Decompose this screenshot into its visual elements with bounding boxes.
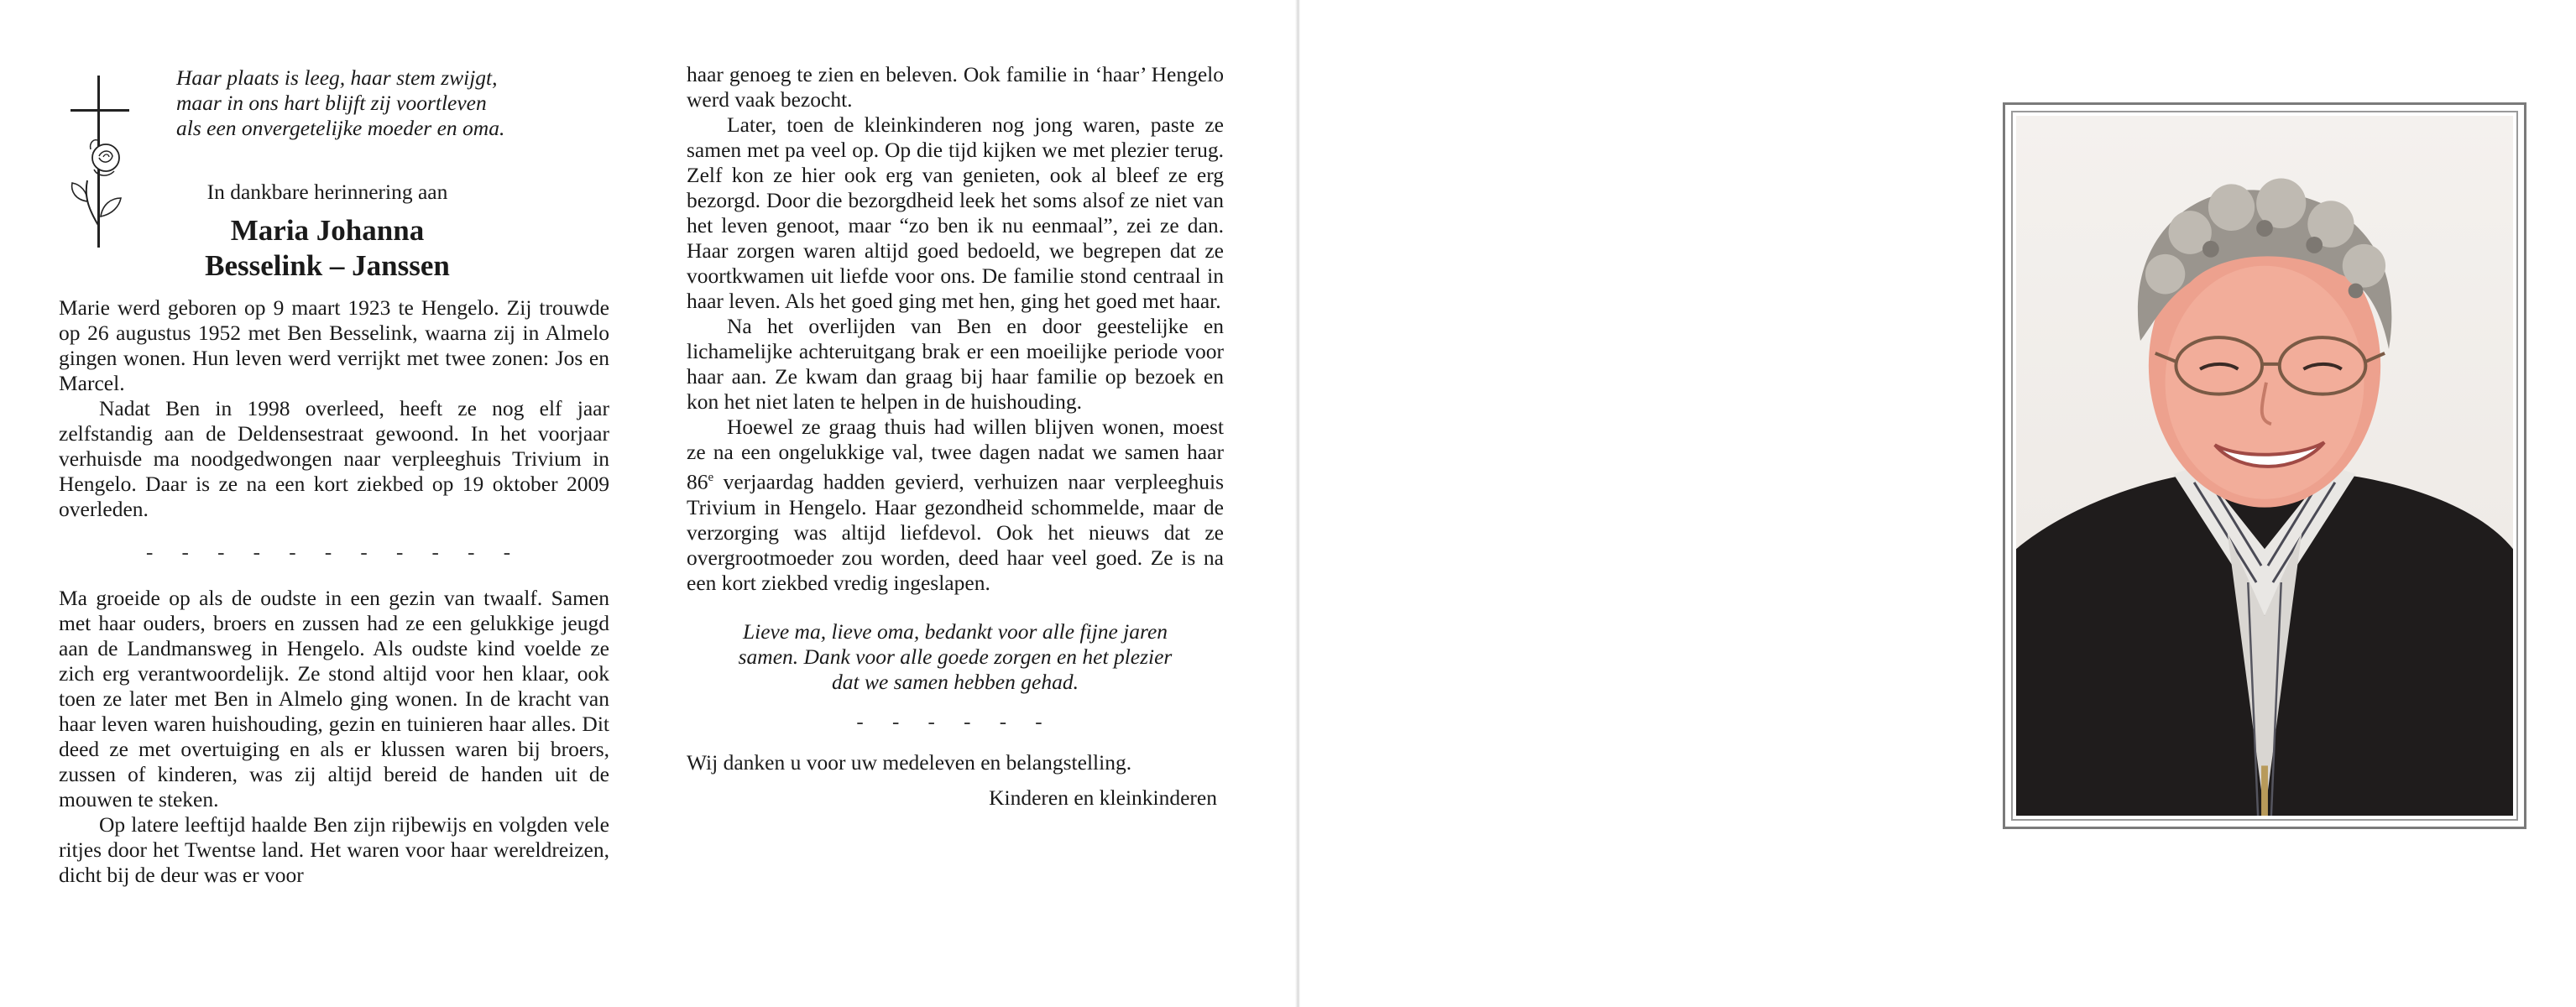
paragraph-part: Hoewel ze graag thuis had willen blijven wonen, moest ze na een ongelukkige val, twee dagen nadat we samen haar 86 (687, 415, 1224, 494)
paragraph: Marie werd geboren op 9 maart 1923 te Hengelo. Zij trouwde op 26 augustus 1952 met Ben Besselink, waarna zij in Almelo gingen wonen. Hun leven werd verrijkt met twee zonen: Jos en Marcel. (59, 295, 609, 395)
separator: - - - - - - - - - - - (145, 541, 523, 564)
paragraph: Later, toen de kleinkinderen nog jong waren, paste ze samen met pa veel op. Op die tijd kijken we met plezier terug. Zelf kon ze hier ook erg van genieten, ook al bleef ze erg bezorgd. Door die bezorgdheid leek het soms alsof ze niet van het leven genoot, maar “zo ben ik nu eenmaal”, zei ze dan. Haar zorgen waren altijd goed bedoeld, we begrepen dat ze voortkwamen uit liefde voor ons. De familie stond centraal in haar leven. Als het goed ging met hen, ging het goed met haar. (687, 112, 1224, 313)
paragraph (687, 415, 1224, 596)
ordinal-suffix: e (708, 471, 714, 484)
card-fold (1295, 0, 1300, 1007)
biography-column-right (687, 62, 1224, 811)
closing-words (687, 619, 1224, 695)
biography-column-left (59, 295, 609, 888)
portrait-illustration (2016, 116, 2513, 816)
paragraph-part: verjaardag hadden gevierd, verhuizen naar verpleeghuis Trivium in Hengelo. Haar gezondheid schommelde, maar de verzorging was altijd liefdevol. Ook het nieuws dat ze overgrootmoeder zou worden, deed haar veel goed. Ze is na een kort ziekbed vredig ingeslapen. (687, 469, 1224, 595)
deceased-name (118, 213, 537, 284)
name-line-first: Maria Johanna (230, 214, 425, 247)
closing-line: Lieve ma, lieve oma, bedankt voor alle fijne jaren (742, 618, 1168, 644)
closing-line: samen. Dank voor alle goede zorgen en het plezier (738, 644, 1173, 669)
dedication-text: In dankbare herinnering aan (206, 180, 448, 204)
paragraph: Ma groeide op als de oudste in een gezin van twaalf. Samen met haar ouders, broers en zussen had ze een gelukkige jeugd aan de Landmansweg in Hengelo. Als oudste kind voelde ze zich erg verantwoordelijk. Ze stond altijd voor hen klaar, ook toen ze later met Ben in Almelo ging wonen. In de kracht van haar leven waren huishouding, gezin en tuinieren haar alles. Dit deed ze met overtuiging en als er klussen waren bij broers, zussen of kinderen, was zij altijd bereid de handen uit de mouwen te steken. (59, 586, 609, 811)
paragraph: Na het overlijden van Ben en door geestelijke en lichamelijke achteruitgang brak er een moeilijke periode voor haar aan. Ze kwam dan graag bij haar familie op bezoek en kon het niet laten te helpen in de huishouding. (687, 314, 1224, 414)
portrait-frame-inner (2011, 111, 2518, 821)
opening-poem (176, 65, 613, 141)
portrait-frame (2003, 102, 2526, 829)
poem-line: maar in ons hart blijft zij voortleven (176, 91, 487, 115)
paragraph: Op latere leeftijd haalde Ben zijn rijbewijs en volgden vele ritjes door het Twentse land. Het waren voor haar wereldreizen, dicht bij de deur was er voor (59, 812, 609, 887)
name-line-surname: Besselink – Janssen (205, 249, 450, 282)
closing-line: dat we samen hebben gehad. (832, 669, 1079, 694)
paragraph: haar genoeg te zien en beleven. Ook familie in ‘haar’ Hengelo werd vaak bezocht. (687, 62, 1224, 112)
signature-text: Kinderen en kleinkinderen (989, 785, 1217, 810)
poem-line: als een onvergetelijke moeder en oma. (176, 116, 505, 140)
portrait-photo (2016, 116, 2513, 816)
thanks-text: Wij danken u voor uw medeleven en belangstelling. (687, 749, 1132, 775)
separator: - - - - - - (856, 710, 1054, 733)
paragraph: Nadat Ben in 1998 overleed, heeft ze nog elf jaar zelfstandig aan de Deldensestraat gewoond. In het voorjaar verhuisde ma noodgedwongen naar verpleeghuis Trivium in Hengelo. Daar is ze na een kort ziekbed op 19 oktober 2009 overleden. (59, 396, 609, 521)
poem-line: Haar plaats is leeg, haar stem zwijgt, (176, 65, 498, 90)
